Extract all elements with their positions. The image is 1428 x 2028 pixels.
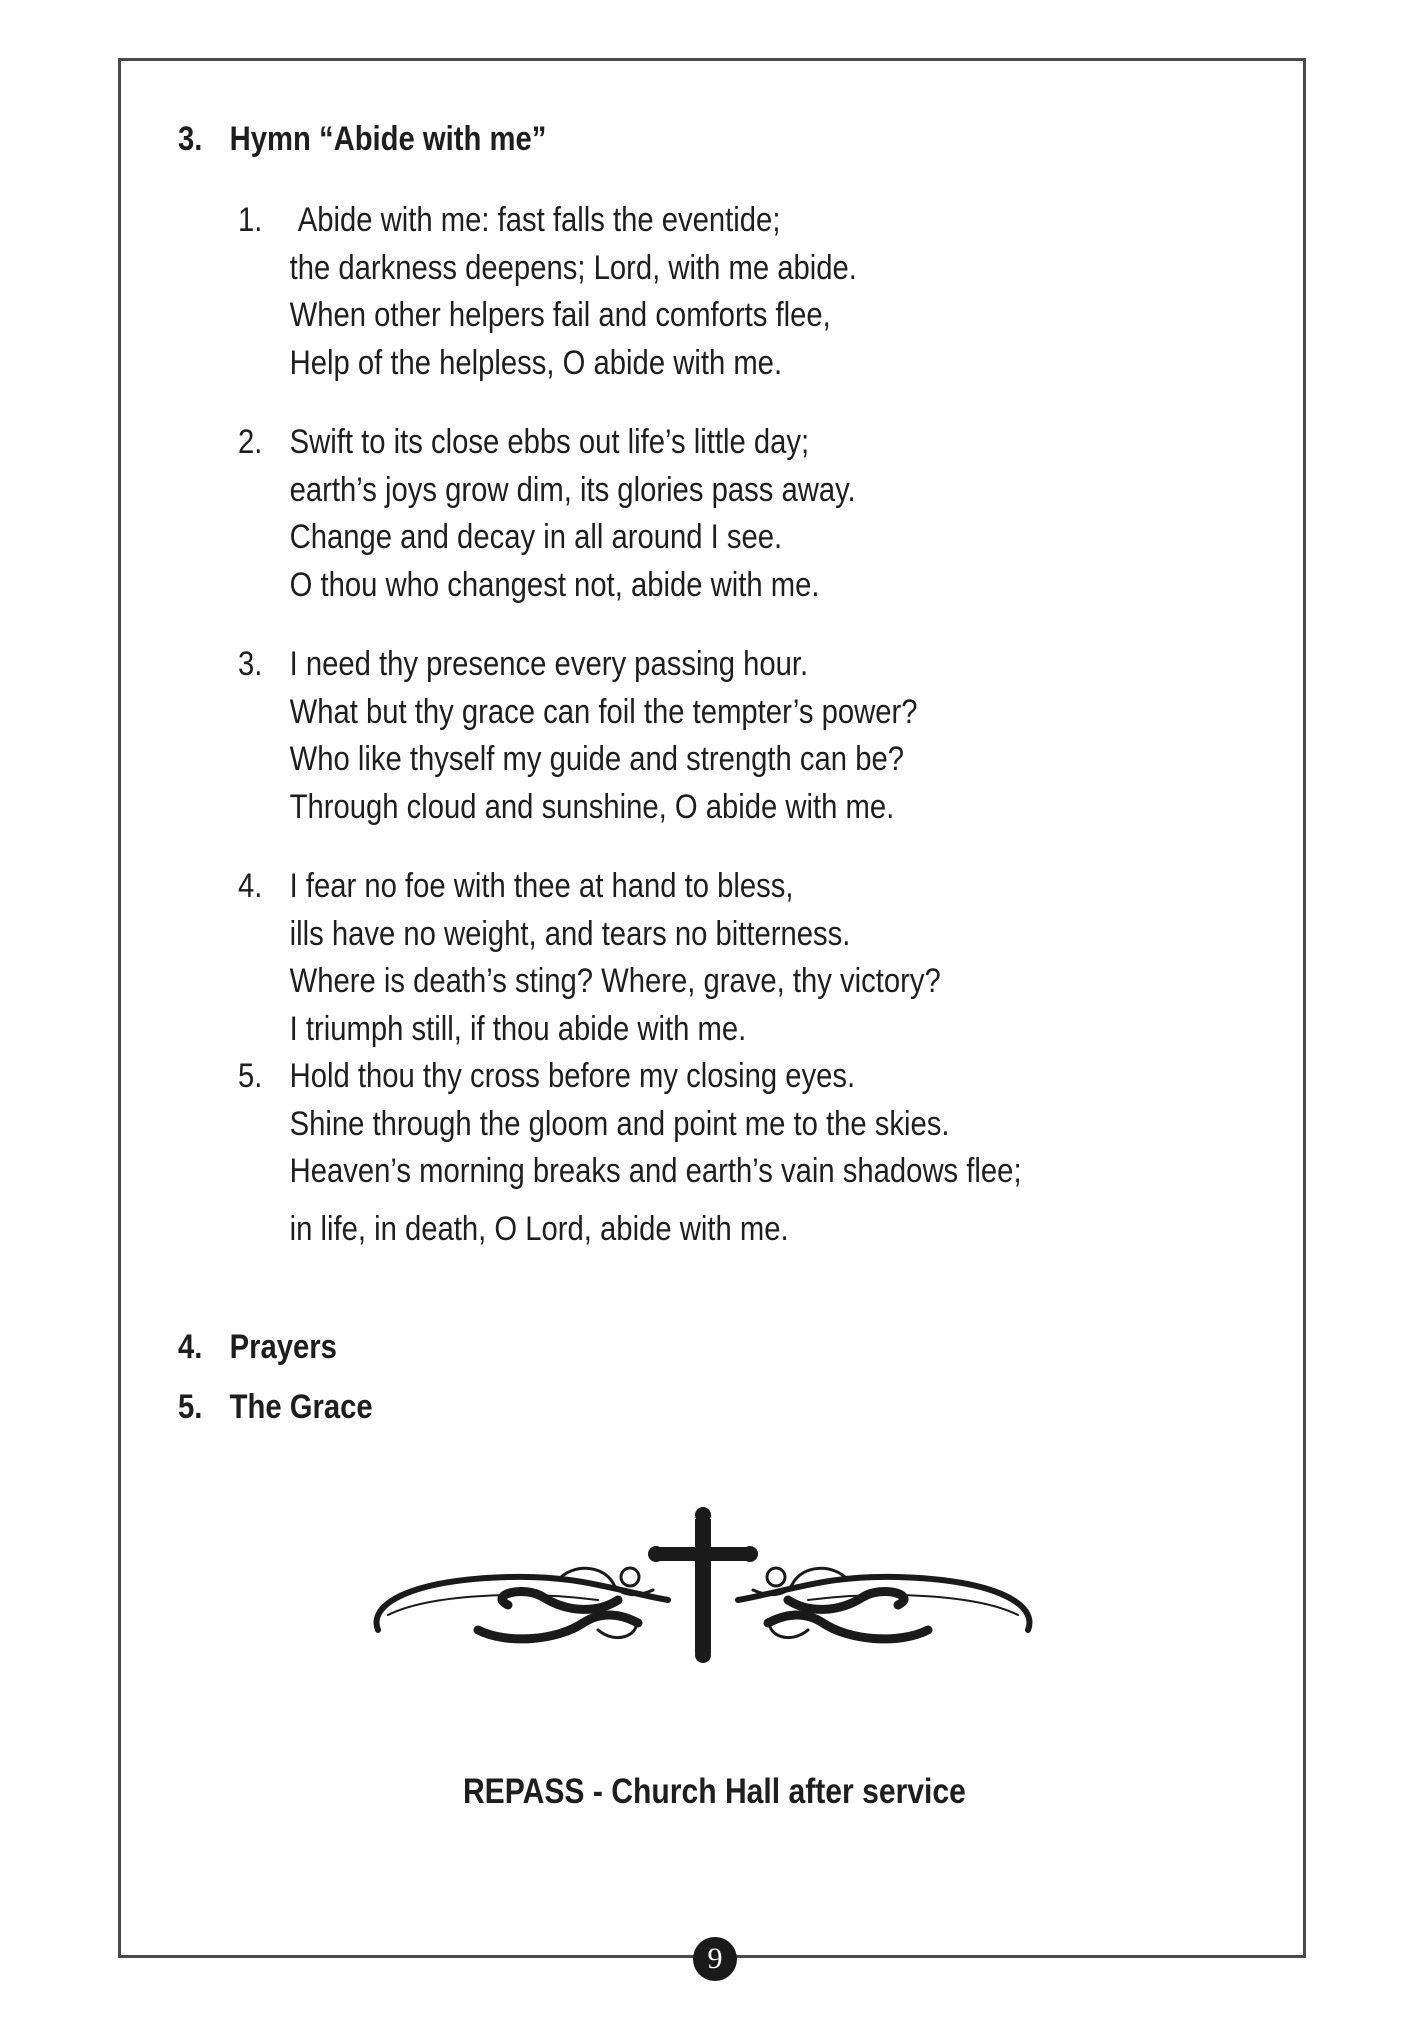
repass-text: REPASS - Church Hall after service [462, 1772, 966, 1811]
verse-number: 5. [238, 1057, 263, 1095]
verse-number: 1. [238, 201, 263, 239]
verse-line: Change and decay in all around I see. [289, 518, 783, 556]
verse-line: the darkness deepens; Lord, with me abide. [289, 248, 857, 287]
hymn-verse-1 [238, 197, 857, 387]
section-title: The Grace [229, 1388, 373, 1426]
section-number: 4. [178, 1328, 203, 1366]
verse-line: When other helpers fail and comforts flee, [289, 296, 831, 334]
verse-number: 2. [238, 423, 263, 461]
verse-line: I triumph still, if thou abide with me. [289, 1009, 747, 1048]
page-number: 9 [693, 1937, 737, 1981]
verse-line: O thou who changest not, abide with me. [289, 565, 820, 604]
hymn-verse-2 [238, 419, 856, 609]
verse-line: Help of the helpless, O abide with me. [289, 343, 783, 382]
verse-line: What but thy grace can foil the tempter’s power? [289, 692, 918, 731]
section-title: Hymn “Abide with me” [229, 120, 547, 158]
verse-line: Shine through the gloom and point me to the skies. [289, 1104, 950, 1143]
hymn-verse-5 [238, 1053, 1022, 1253]
verse-line: Heaven’s morning breaks and earth’s vain shadows flee; [289, 1152, 1022, 1190]
verse-line: I need thy presence every passing hour. [289, 645, 809, 683]
verse-line: in life, in death, O Lord, abide with me. [289, 1209, 789, 1248]
hymn-verse-4 [238, 863, 941, 1053]
verse-line: Who like thyself my guide and strength can be? [289, 740, 904, 778]
section-title: Prayers [229, 1328, 337, 1366]
section-heading-grace [178, 1388, 373, 1427]
hymn-verse-3 [238, 641, 918, 831]
verse-number: 4. [238, 867, 263, 905]
verse-line: Abide with me: fast falls the eventide; [289, 201, 781, 239]
repass-note [0, 1772, 1428, 1812]
verse-line: Hold thou thy cross before my closing eyes. [289, 1057, 856, 1095]
verse-line: I fear no foe with thee at hand to bless, [289, 867, 794, 905]
section-number: 5. [178, 1388, 203, 1426]
verse-number: 3. [238, 645, 263, 683]
verse-line: earth’s joys grow dim, its glories pass away. [289, 470, 856, 509]
section-heading-prayers [178, 1328, 337, 1367]
cross-flourish-icon [368, 1505, 1038, 1665]
section-heading-hymn [178, 120, 546, 159]
verse-line: Where is death’s sting? Where, grave, thy victory? [289, 962, 941, 1000]
verse-line: Through cloud and sunshine, O abide with me. [289, 787, 895, 826]
verse-line: Swift to its close ebbs out life’s little day; [289, 423, 810, 461]
verse-line: ills have no weight, and tears no bitterness. [289, 914, 851, 953]
section-number: 3. [178, 120, 203, 158]
